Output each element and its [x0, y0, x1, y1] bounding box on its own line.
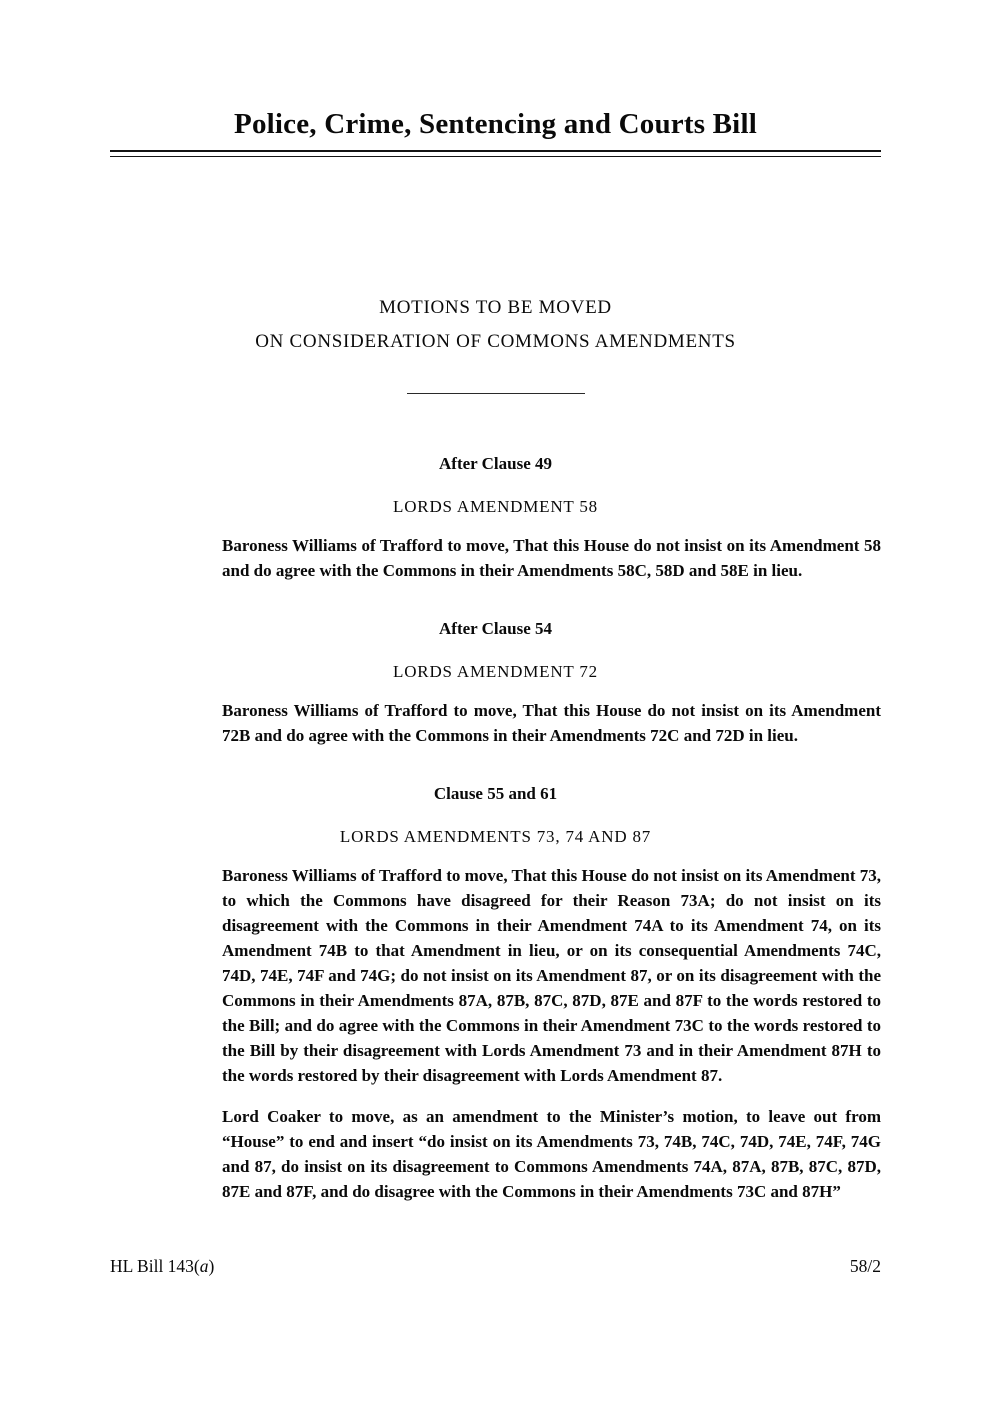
motions-heading-line1: MOTIONS TO BE MOVED [379, 297, 612, 318]
page-footer [110, 1256, 881, 1277]
separator-rule [407, 393, 585, 394]
title-double-rule [110, 150, 881, 157]
clause-heading: After Clause 54 [439, 619, 552, 638]
amendment-heading: LORDS AMENDMENT 58 [393, 497, 598, 516]
motion-paragraph: Baroness Williams of Trafford to move, That this House do not insist on its Amendment 72B and do agree with the Commons in their Amendments 72C and 72D in lieu. [222, 701, 881, 745]
amendment-heading: LORDS AMENDMENTS 73, 74 AND 87 [339, 827, 652, 846]
motion-paragraph: Lord Coaker to move, as an amendment to the Minister’s motion, to leave out from “House” to end and insert “do insist on its Amendments 73, 74B, 74C, 74D, 74E, 74F, 74G and 87, do insist on its disagreement to Commons Amendments 74A, 87A, 87B, 87C, 87D, 87E and 87F, and do disagree with the Commons in their Amendments 73C and 87H” [222, 1107, 881, 1201]
section-after-clause-54 [110, 619, 881, 748]
motion-paragraph: Baroness Williams of Trafford to move, That this House do not insist on its Amendment 58 and do agree with the Commons in their Amendments 58C, 58D and 58E in lieu. [222, 536, 881, 580]
bill-number-italic: a [199, 1256, 209, 1276]
bill-number [110, 1256, 214, 1277]
motions-heading [110, 291, 881, 359]
clause-heading: Clause 55 and 61 [433, 784, 558, 803]
document-content [110, 0, 881, 1204]
bill-number-prefix: HL Bill 143( [110, 1256, 200, 1276]
bill-title: Police, Crime, Sentencing and Courts Bill [234, 108, 757, 140]
page-reference: 58/2 [849, 1256, 881, 1276]
motions-heading-line2: ON CONSIDERATION OF COMMONS AMENDMENTS [255, 331, 736, 352]
bill-number-suffix: ) [208, 1256, 215, 1276]
amendment-heading: LORDS AMENDMENT 72 [393, 662, 598, 681]
clause-heading: After Clause 49 [439, 454, 552, 473]
motion-paragraph: Baroness Williams of Trafford to move, That this House do not insist on its Amendment 73, to which the Commons have disagreed for their Reason 73A; do not insist on its disagreement with the Commons in their Amendment 74A to its Amendment 74, on its Amendment 74B to that Amendment in lieu, or on its consequential Amendments 74C, 74D, 74E, 74F and 74G; do not insist on its Amendment 87, or on its disagreement with the Commons in their Amendments 87A, 87B, 87C, 87D, 87E and 87F to the words restored to the Bill; and do agree with the Commons in their Amendment 73C to the words restored to the Bill by their disagreement with Lords Amendment 73 and in their Amendment 87H to the words restored by their disagreement with Lords Amendment 87. [222, 866, 881, 1085]
section-after-clause-49 [110, 454, 881, 583]
section-clause-55-and-61 [110, 784, 881, 1204]
